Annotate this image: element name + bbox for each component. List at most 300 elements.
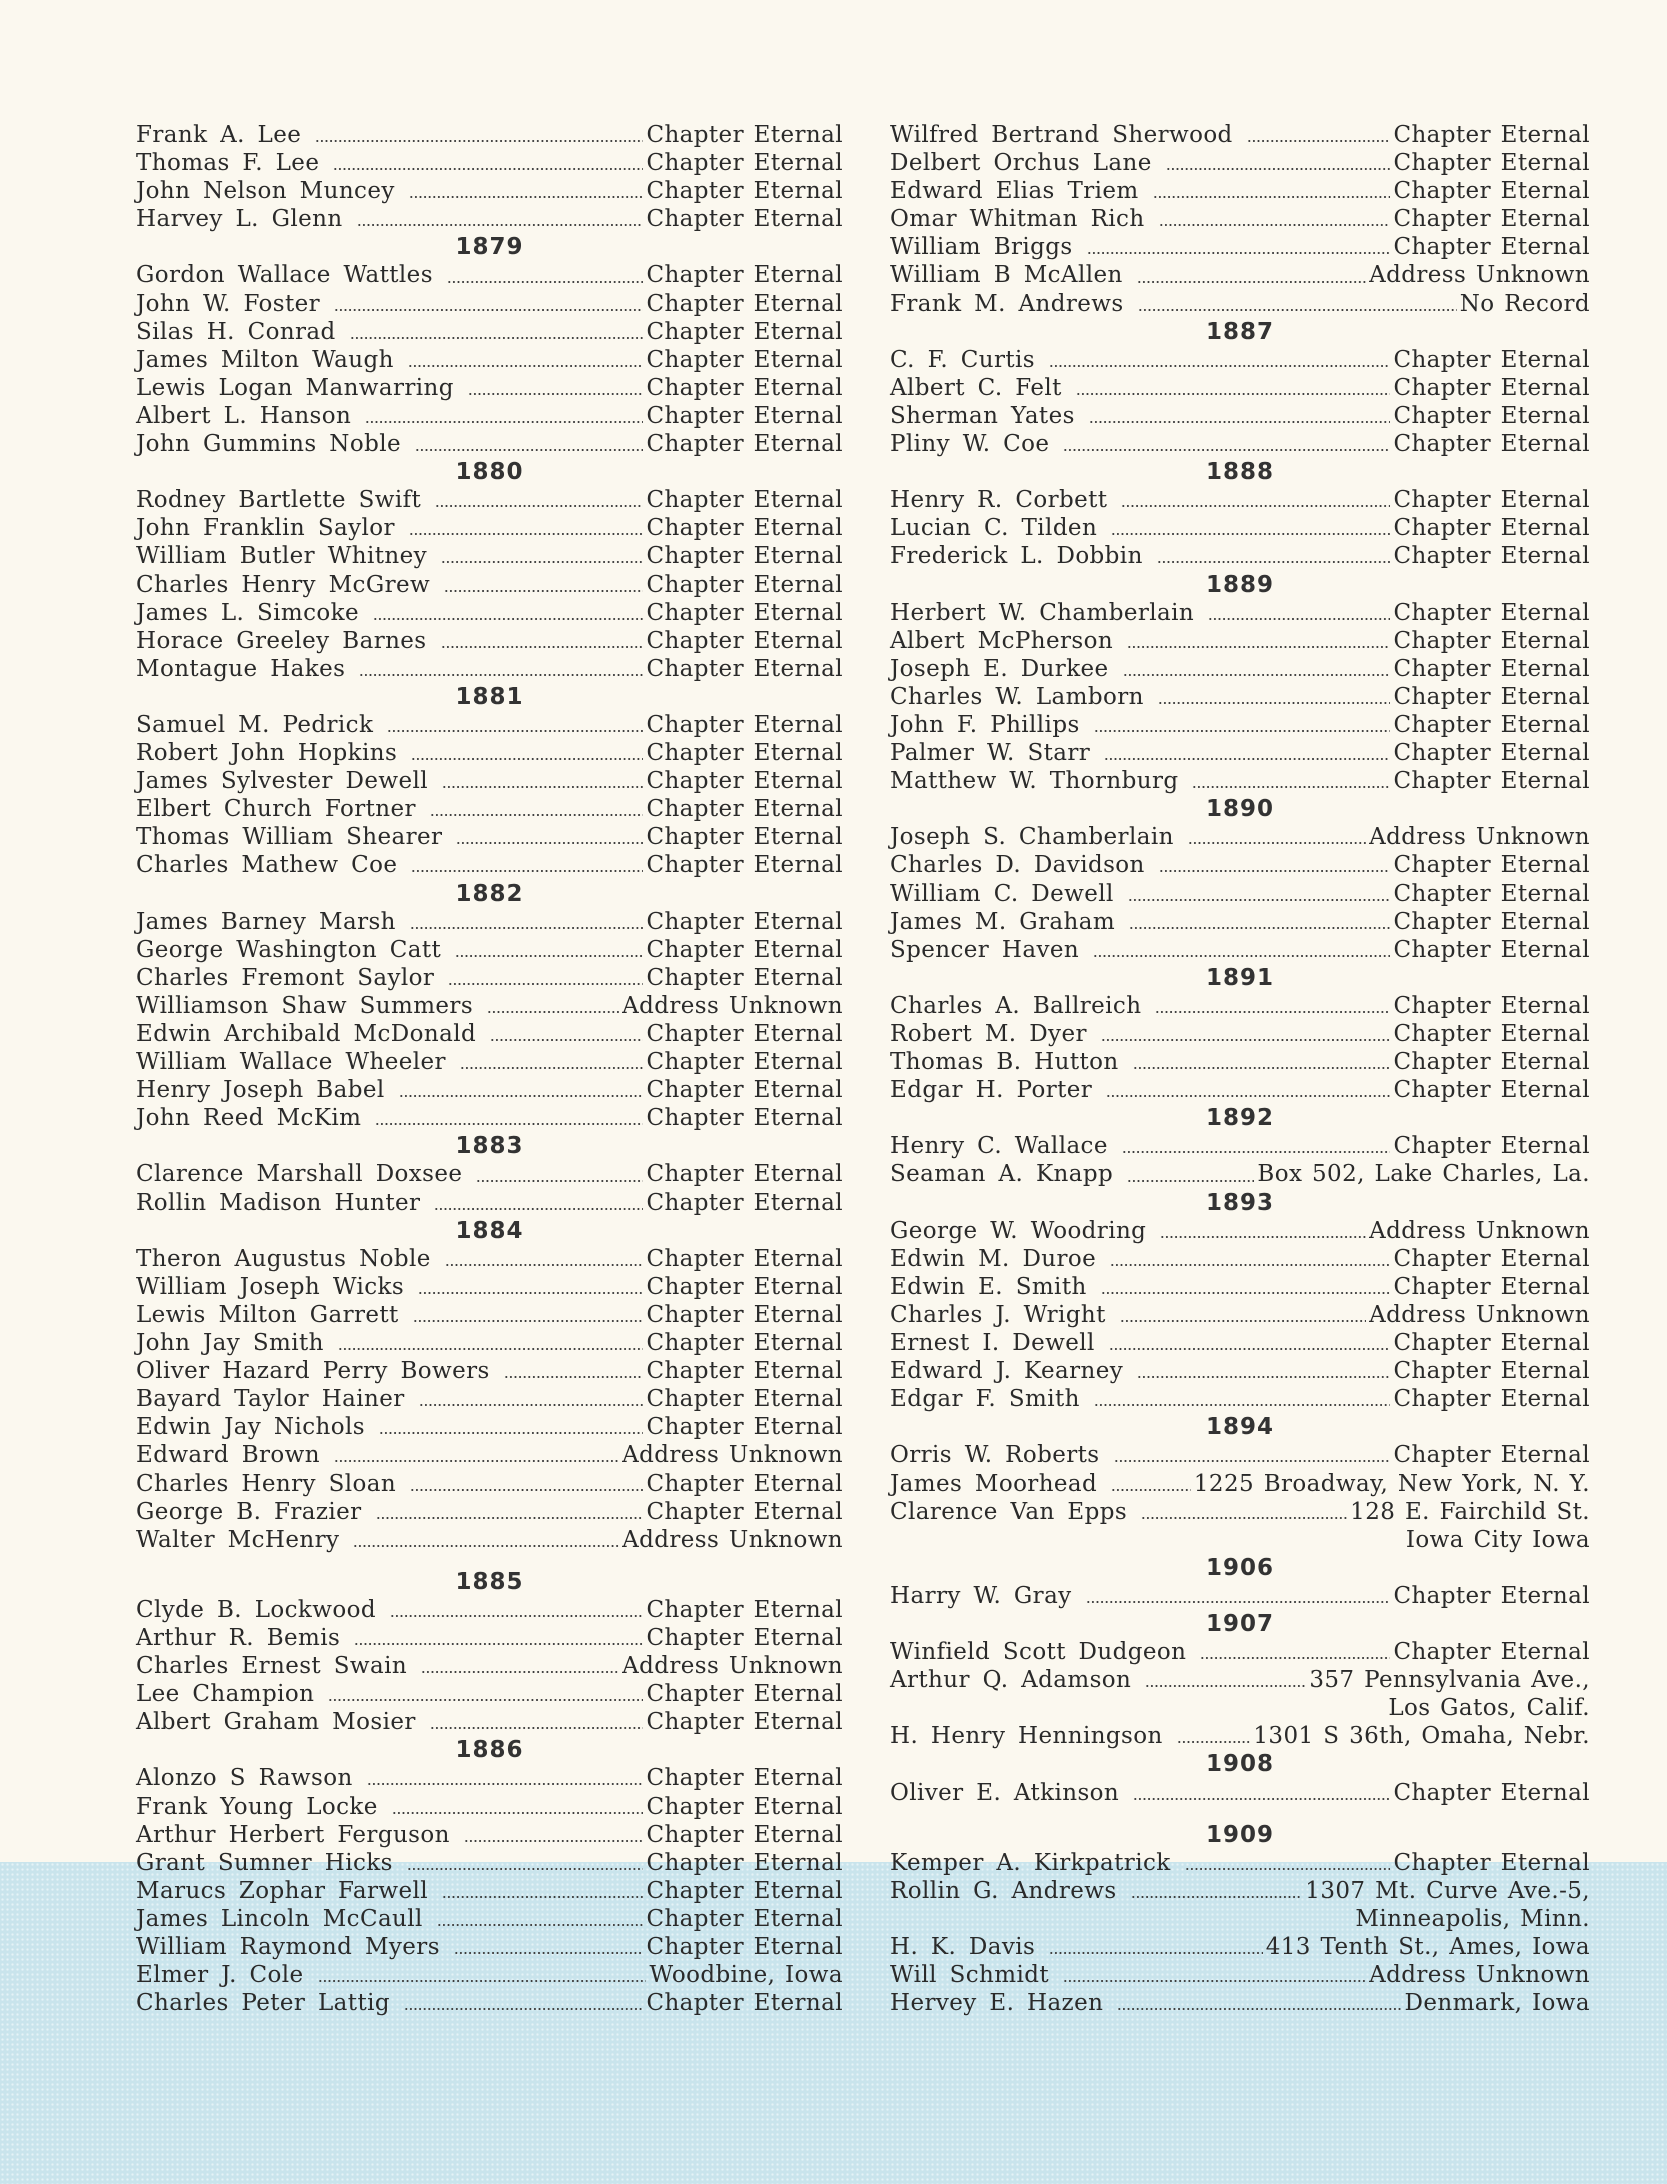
member-name: James Moorhead [890, 1470, 1098, 1497]
dot-leader [1049, 1950, 1263, 1956]
member-row [890, 1048, 1590, 1076]
member-name: John Gummins Noble [136, 431, 401, 458]
dot-leader [399, 1093, 644, 1099]
member-status: Box 502, Lake Charles, La. [1257, 1161, 1590, 1188]
member-row [136, 1793, 843, 1821]
member-row [890, 655, 1590, 683]
member-row [136, 1498, 843, 1526]
member-status: Chapter Eternal [1393, 1386, 1590, 1413]
dot-leader [468, 391, 644, 397]
dot-leader [408, 363, 644, 369]
member-status: Chapter Eternal [646, 1077, 843, 1104]
member-name: Spencer Haven [890, 936, 1080, 963]
member-name: John Nelson Muncey [136, 178, 395, 205]
dot-leader [487, 1009, 619, 1015]
member-status: Chapter Eternal [646, 1596, 843, 1623]
member-status: Chapter Eternal [646, 1624, 843, 1651]
member-row [890, 683, 1590, 711]
member-name: Albert Graham Mosier [136, 1709, 416, 1736]
dot-leader [445, 1262, 644, 1268]
member-row [136, 1708, 843, 1736]
member-status: Chapter Eternal [646, 1905, 843, 1932]
member-row [890, 1582, 1590, 1610]
dot-leader [434, 1206, 643, 1212]
dot-leader [476, 1178, 643, 1184]
member-row [890, 1877, 1590, 1905]
member-row [890, 374, 1590, 402]
member-row [136, 1764, 843, 1792]
dot-leader [1101, 1290, 1391, 1296]
dot-leader [1087, 250, 1391, 256]
member-status: Chapter Eternal [646, 1414, 843, 1441]
member-row [890, 711, 1590, 739]
member-name: James Milton Waugh [136, 346, 394, 373]
dot-leader [411, 756, 643, 762]
member-row [890, 1933, 1590, 1961]
member-row [136, 1680, 843, 1708]
member-row [136, 964, 843, 992]
dot-leader [1101, 1037, 1391, 1043]
member-name: Charles Henry Sloan [136, 1470, 397, 1497]
member-status: Chapter Eternal [646, 1934, 843, 1960]
member-status: Chapter Eternal [1393, 711, 1590, 738]
member-name: Charles Henry McGrew [136, 571, 431, 598]
member-name: James Barney Marsh [136, 908, 396, 935]
member-name: Winfield Scott Dudgeon [890, 1639, 1187, 1666]
member-status: Address Unknown [622, 1442, 843, 1469]
left-roster-column [136, 121, 843, 2017]
dot-leader [1157, 559, 1391, 565]
member-status: Chapter Eternal [646, 318, 843, 345]
dot-leader [1063, 1978, 1366, 1984]
dot-leader [1129, 925, 1390, 931]
year-heading: 1906 [1205, 1554, 1274, 1581]
member-row [136, 486, 843, 514]
member-row [136, 851, 843, 879]
member-name: Charles Ernest Swain [136, 1653, 408, 1680]
member-status: 357 Pennsylvania Ave., [1309, 1667, 1590, 1694]
member-name: Sherman Yates [890, 402, 1075, 429]
dot-leader [1122, 1149, 1391, 1155]
member-name: Harvey L. Glenn [136, 206, 343, 233]
dot-leader [454, 1950, 644, 1956]
dot-leader [410, 1487, 643, 1493]
dot-leader [411, 868, 643, 874]
member-name: Charles Peter Lattig [136, 1990, 390, 2017]
member-row [890, 205, 1590, 233]
member-status: 128 E. Fairchild St. [1350, 1498, 1590, 1525]
dot-leader [334, 307, 643, 313]
dot-leader [419, 1402, 644, 1408]
year-heading: 1909 [1205, 1821, 1274, 1848]
member-row [136, 1273, 843, 1301]
dot-leader [1076, 391, 1391, 397]
dot-leader [1145, 1683, 1306, 1689]
member-status: Chapter Eternal [646, 655, 843, 682]
member-name: Arthur Q. Adamson [890, 1667, 1132, 1694]
year-heading: 1885 [455, 1568, 524, 1595]
dot-leader [1093, 953, 1390, 959]
member-status: Chapter Eternal [1393, 1358, 1590, 1385]
member-row [136, 1933, 843, 1961]
member-row [890, 121, 1590, 149]
member-name: Charles W. Lamborn [890, 683, 1144, 710]
member-row [136, 1076, 843, 1104]
member-status: Chapter Eternal [1393, 936, 1590, 963]
member-row [890, 1245, 1590, 1273]
member-name: William Briggs [890, 234, 1073, 261]
member-status: Chapter Eternal [1393, 880, 1590, 907]
member-name: Joseph E. Durkee [890, 655, 1109, 682]
member-name: Herbert W. Chamberlain [890, 599, 1195, 626]
year-heading: 1879 [455, 234, 524, 261]
member-status: Address Unknown [1369, 1217, 1590, 1244]
member-row [136, 1357, 843, 1385]
member-status: Chapter Eternal [1393, 178, 1590, 205]
member-row [890, 1329, 1590, 1357]
dot-leader [1049, 363, 1390, 369]
dot-leader [1188, 840, 1366, 846]
member-row [136, 121, 843, 149]
member-status: Denmark, Iowa [1404, 1990, 1590, 2017]
member-name: Rollin G. Andrews [890, 1877, 1117, 1904]
member-name: Thomas F. Lee [136, 150, 320, 177]
member-status: Chapter Eternal [646, 487, 843, 514]
dot-leader [455, 953, 643, 959]
dot-leader [441, 644, 644, 650]
member-status: Chapter Eternal [646, 290, 843, 317]
member-status: Los Gatos, Calif. [1388, 1695, 1590, 1722]
year-heading: 1880 [455, 459, 524, 486]
year-heading: 1891 [1205, 964, 1274, 991]
member-row [136, 767, 843, 795]
dot-leader [379, 1430, 644, 1436]
dot-leader [421, 1669, 619, 1675]
member-name: Walter McHenry [136, 1526, 340, 1553]
member-row [136, 1104, 843, 1132]
member-name: Marucs Zophar Farwell [136, 1877, 428, 1904]
member-row [890, 346, 1590, 374]
member-status: Chapter Eternal [1393, 1021, 1590, 1047]
member-name: Lewis Milton Garrett [136, 1301, 399, 1328]
member-status: Chapter Eternal [1393, 627, 1590, 654]
year-heading: 1886 [455, 1737, 524, 1764]
member-name: Alonzo S Rawson [136, 1765, 353, 1792]
dot-leader [460, 1065, 644, 1071]
member-status: Chapter Eternal [646, 543, 843, 570]
member-name: James M. Graham [890, 908, 1116, 935]
member-status: Chapter Eternal [1393, 1779, 1590, 1806]
member-status: Chapter Eternal [1393, 683, 1590, 710]
member-row [136, 908, 843, 936]
member-status: Chapter Eternal [646, 515, 843, 542]
member-name: C. F. Curtis [890, 346, 1036, 373]
member-name: Grant Sumner Hicks [136, 1849, 393, 1876]
member-name: Lewis Logan Manwarring [136, 374, 454, 401]
member-name: Arthur R. Bemis [136, 1624, 341, 1651]
member-status: Chapter Eternal [646, 1990, 843, 2017]
member-status: Chapter Eternal [646, 852, 843, 879]
member-status: Chapter Eternal [1393, 1077, 1590, 1104]
member-name: Frank Young Locke [136, 1793, 378, 1820]
member-status: Chapter Eternal [646, 1301, 843, 1328]
member-status: Chapter Eternal [1393, 655, 1590, 682]
member-name: Edwin M. Duroe [890, 1245, 1097, 1272]
member-status: Chapter Eternal [1393, 852, 1590, 879]
spacer [890, 1807, 1590, 1821]
member-row [890, 823, 1590, 851]
member-status: Chapter Eternal [1393, 992, 1590, 1019]
member-status: Chapter Eternal [646, 571, 843, 598]
member-row [890, 1132, 1590, 1160]
member-status: 1301 S 36th, Omaha, Nebr. [1253, 1723, 1590, 1750]
member-name: Rollin Madison Hunter [136, 1189, 421, 1216]
year-heading: 1881 [455, 683, 524, 710]
member-row [136, 1877, 843, 1905]
member-name: Oliver E. Atkinson [890, 1779, 1120, 1806]
member-name: Charles Mathew Coe [136, 852, 398, 879]
member-name: George W. Woodring [890, 1217, 1147, 1244]
member-status: Chapter Eternal [646, 796, 843, 823]
member-row [890, 908, 1590, 936]
dot-leader [409, 194, 644, 200]
member-row [136, 711, 843, 739]
dot-leader [1185, 1866, 1391, 1872]
member-row [136, 571, 843, 599]
member-row [136, 795, 843, 823]
member-row [136, 430, 843, 458]
member-row [890, 402, 1590, 430]
member-row [890, 1441, 1590, 1469]
member-name: Palmer W. Starr [890, 740, 1091, 767]
member-name: Albert L. Hanson [136, 402, 352, 429]
member-status: Chapter Eternal [1393, 346, 1590, 373]
member-status: Chapter Eternal [646, 1189, 843, 1216]
member-row [136, 655, 843, 683]
dot-leader [1160, 1234, 1366, 1240]
member-status: 413 Tenth St., Ames, Iowa [1265, 1934, 1590, 1960]
member-name: Charles J. Wright [890, 1301, 1106, 1328]
member-row [890, 290, 1590, 318]
dot-leader [1117, 2006, 1401, 2012]
member-status: Chapter Eternal [1393, 1273, 1590, 1300]
member-row [136, 599, 843, 627]
member-row [136, 1189, 843, 1217]
dot-leader [1127, 1178, 1254, 1184]
member-name: James L. Simcoke [136, 599, 359, 626]
dot-leader [1111, 531, 1390, 537]
dot-leader [1177, 1739, 1251, 1745]
member-name: Henry Joseph Babel [136, 1077, 385, 1104]
member-row [890, 1076, 1590, 1104]
member-name: George B. Frazier [136, 1498, 362, 1525]
year-heading: 1882 [455, 880, 524, 907]
member-row [136, 1245, 843, 1273]
member-name: Clarence Marshall Doxsee [136, 1161, 463, 1188]
member-name: Harry W. Gray [890, 1582, 1072, 1609]
member-status: Chapter Eternal [646, 936, 843, 963]
member-status: Chapter Eternal [646, 402, 843, 429]
member-name: Theron Augustus Noble [136, 1245, 431, 1272]
member-name: Robert John Hopkins [136, 740, 398, 767]
member-status: Address Unknown [1369, 262, 1590, 289]
member-row [890, 767, 1590, 795]
member-row [890, 149, 1590, 177]
member-name: Thomas B. Hutton [890, 1049, 1119, 1076]
member-row [136, 1385, 843, 1413]
dot-leader [409, 531, 644, 537]
member-row [890, 739, 1590, 767]
dot-leader [334, 1458, 619, 1464]
dot-leader [447, 279, 644, 285]
dot-leader [1208, 616, 1390, 622]
member-row [136, 1821, 843, 1849]
member-status: Chapter Eternal [646, 1105, 843, 1132]
year-heading: 1907 [1205, 1610, 1274, 1637]
member-name: Edwin E. Smith [890, 1273, 1087, 1300]
dot-leader [456, 840, 643, 846]
year-heading: 1908 [1205, 1751, 1274, 1778]
member-status: Chapter Eternal [646, 346, 843, 373]
dot-leader [1106, 1093, 1390, 1099]
member-status: Chapter Eternal [646, 1049, 843, 1076]
member-status: Chapter Eternal [1393, 1442, 1590, 1469]
dot-leader [1138, 307, 1457, 313]
member-status: Chapter Eternal [646, 1470, 843, 1497]
member-name: Edwin Jay Nichols [136, 1414, 365, 1441]
member-name: Hervey E. Hazen [890, 1990, 1104, 2017]
member-name: Rodney Bartlette Swift [136, 487, 422, 514]
dot-leader [373, 616, 644, 622]
member-status: Chapter Eternal [646, 740, 843, 767]
member-row [890, 177, 1590, 205]
member-status: Chapter Eternal [646, 964, 843, 991]
member-name: Elbert Church Fortner [136, 796, 416, 823]
member-name: Oliver Hazard Perry Bowers [136, 1358, 490, 1385]
member-row [890, 261, 1590, 289]
dot-leader [1123, 672, 1391, 678]
member-status: Chapter Eternal [646, 908, 843, 935]
member-status: Chapter Eternal [646, 1386, 843, 1413]
dot-leader [354, 1641, 643, 1647]
dot-leader [1247, 138, 1391, 144]
dot-leader [1128, 897, 1391, 903]
dot-leader [359, 672, 643, 678]
member-name: Robert M. Dyer [890, 1021, 1087, 1047]
dot-leader [357, 222, 644, 228]
dot-leader [442, 784, 643, 790]
member-name: Ernest I. Dewell [890, 1330, 1095, 1357]
year-heading: 1890 [1205, 796, 1274, 823]
member-row [890, 599, 1590, 627]
dot-leader [490, 1037, 643, 1043]
member-status: Chapter Eternal [646, 1161, 843, 1188]
member-name: William Raymond Myers [136, 1934, 440, 1960]
dot-leader [1159, 868, 1391, 874]
member-row [136, 1441, 843, 1469]
member-status: Address Unknown [1369, 824, 1590, 851]
dot-leader [1121, 503, 1390, 509]
dot-leader [1155, 1009, 1390, 1015]
dot-leader [1104, 756, 1390, 762]
address-continuation [890, 1905, 1590, 1933]
dot-leader [328, 1697, 643, 1703]
member-status: Chapter Eternal [646, 627, 843, 654]
member-status: Address Unknown [622, 1653, 843, 1680]
member-status: Chapter Eternal [646, 824, 843, 851]
member-status: Chapter Eternal [646, 1681, 843, 1708]
dot-leader [387, 728, 643, 734]
year-heading: 1883 [455, 1133, 524, 1160]
member-row [136, 1413, 843, 1441]
member-name: Henry R. Corbett [890, 487, 1108, 514]
member-name: Edward J. Kearney [890, 1358, 1124, 1385]
dot-leader [1159, 222, 1391, 228]
member-name: Orris W. Roberts [890, 1442, 1100, 1469]
member-name: Horace Greeley Barnes [136, 627, 427, 654]
member-status: Chapter Eternal [1393, 1133, 1590, 1160]
member-status: Chapter Eternal [646, 1498, 843, 1525]
dot-leader [1131, 1894, 1303, 1900]
member-row [890, 1666, 1590, 1694]
member-status: Chapter Eternal [1393, 150, 1590, 177]
member-row [890, 1273, 1590, 1301]
member-name: Thomas William Shearer [136, 824, 443, 851]
member-status: Address Unknown [622, 1526, 843, 1553]
dot-leader [1089, 419, 1391, 425]
year-heading: 1894 [1205, 1414, 1274, 1441]
member-name: Edwin Archibald McDonald [136, 1021, 477, 1047]
member-row [136, 739, 843, 767]
dot-leader [1137, 1374, 1390, 1380]
dot-leader [1137, 279, 1366, 285]
member-status: Chapter Eternal [1393, 599, 1590, 626]
year-heading: 1887 [1205, 318, 1274, 345]
member-status: Chapter Eternal [646, 1021, 843, 1047]
member-name: Frank A. Lee [136, 122, 302, 148]
address-continuation [890, 1694, 1590, 1722]
member-name: Lee Champion [136, 1681, 315, 1708]
member-row [890, 430, 1590, 458]
dot-leader [350, 335, 644, 341]
member-row [136, 823, 843, 851]
member-row [136, 936, 843, 964]
dot-leader [375, 1121, 643, 1127]
member-name: William B McAllen [890, 262, 1123, 289]
dot-leader [430, 812, 644, 818]
dot-leader [1158, 700, 1391, 706]
member-name: John F. Phillips [890, 711, 1080, 738]
member-name: Henry C. Wallace [890, 1133, 1108, 1160]
member-name: Pliny W. Coe [890, 431, 1050, 458]
member-name: James Lincoln McCaull [136, 1905, 423, 1932]
member-status: Chapter Eternal [646, 431, 843, 458]
member-status: Chapter Eternal [646, 178, 843, 205]
member-row [136, 1160, 843, 1188]
member-status: Chapter Eternal [646, 1821, 843, 1848]
member-name: Frederick L. Dobbin [890, 543, 1143, 570]
member-row [136, 1020, 843, 1048]
member-name: Gordon Wallace Wattles [136, 262, 433, 289]
member-name: John W. Foster [136, 290, 321, 317]
dot-leader [410, 925, 644, 931]
member-row [136, 374, 843, 402]
member-status: Chapter Eternal [646, 1877, 843, 1904]
dot-leader [365, 419, 643, 425]
dot-leader [1111, 1487, 1191, 1493]
member-row [890, 936, 1590, 964]
member-row [136, 1301, 843, 1329]
